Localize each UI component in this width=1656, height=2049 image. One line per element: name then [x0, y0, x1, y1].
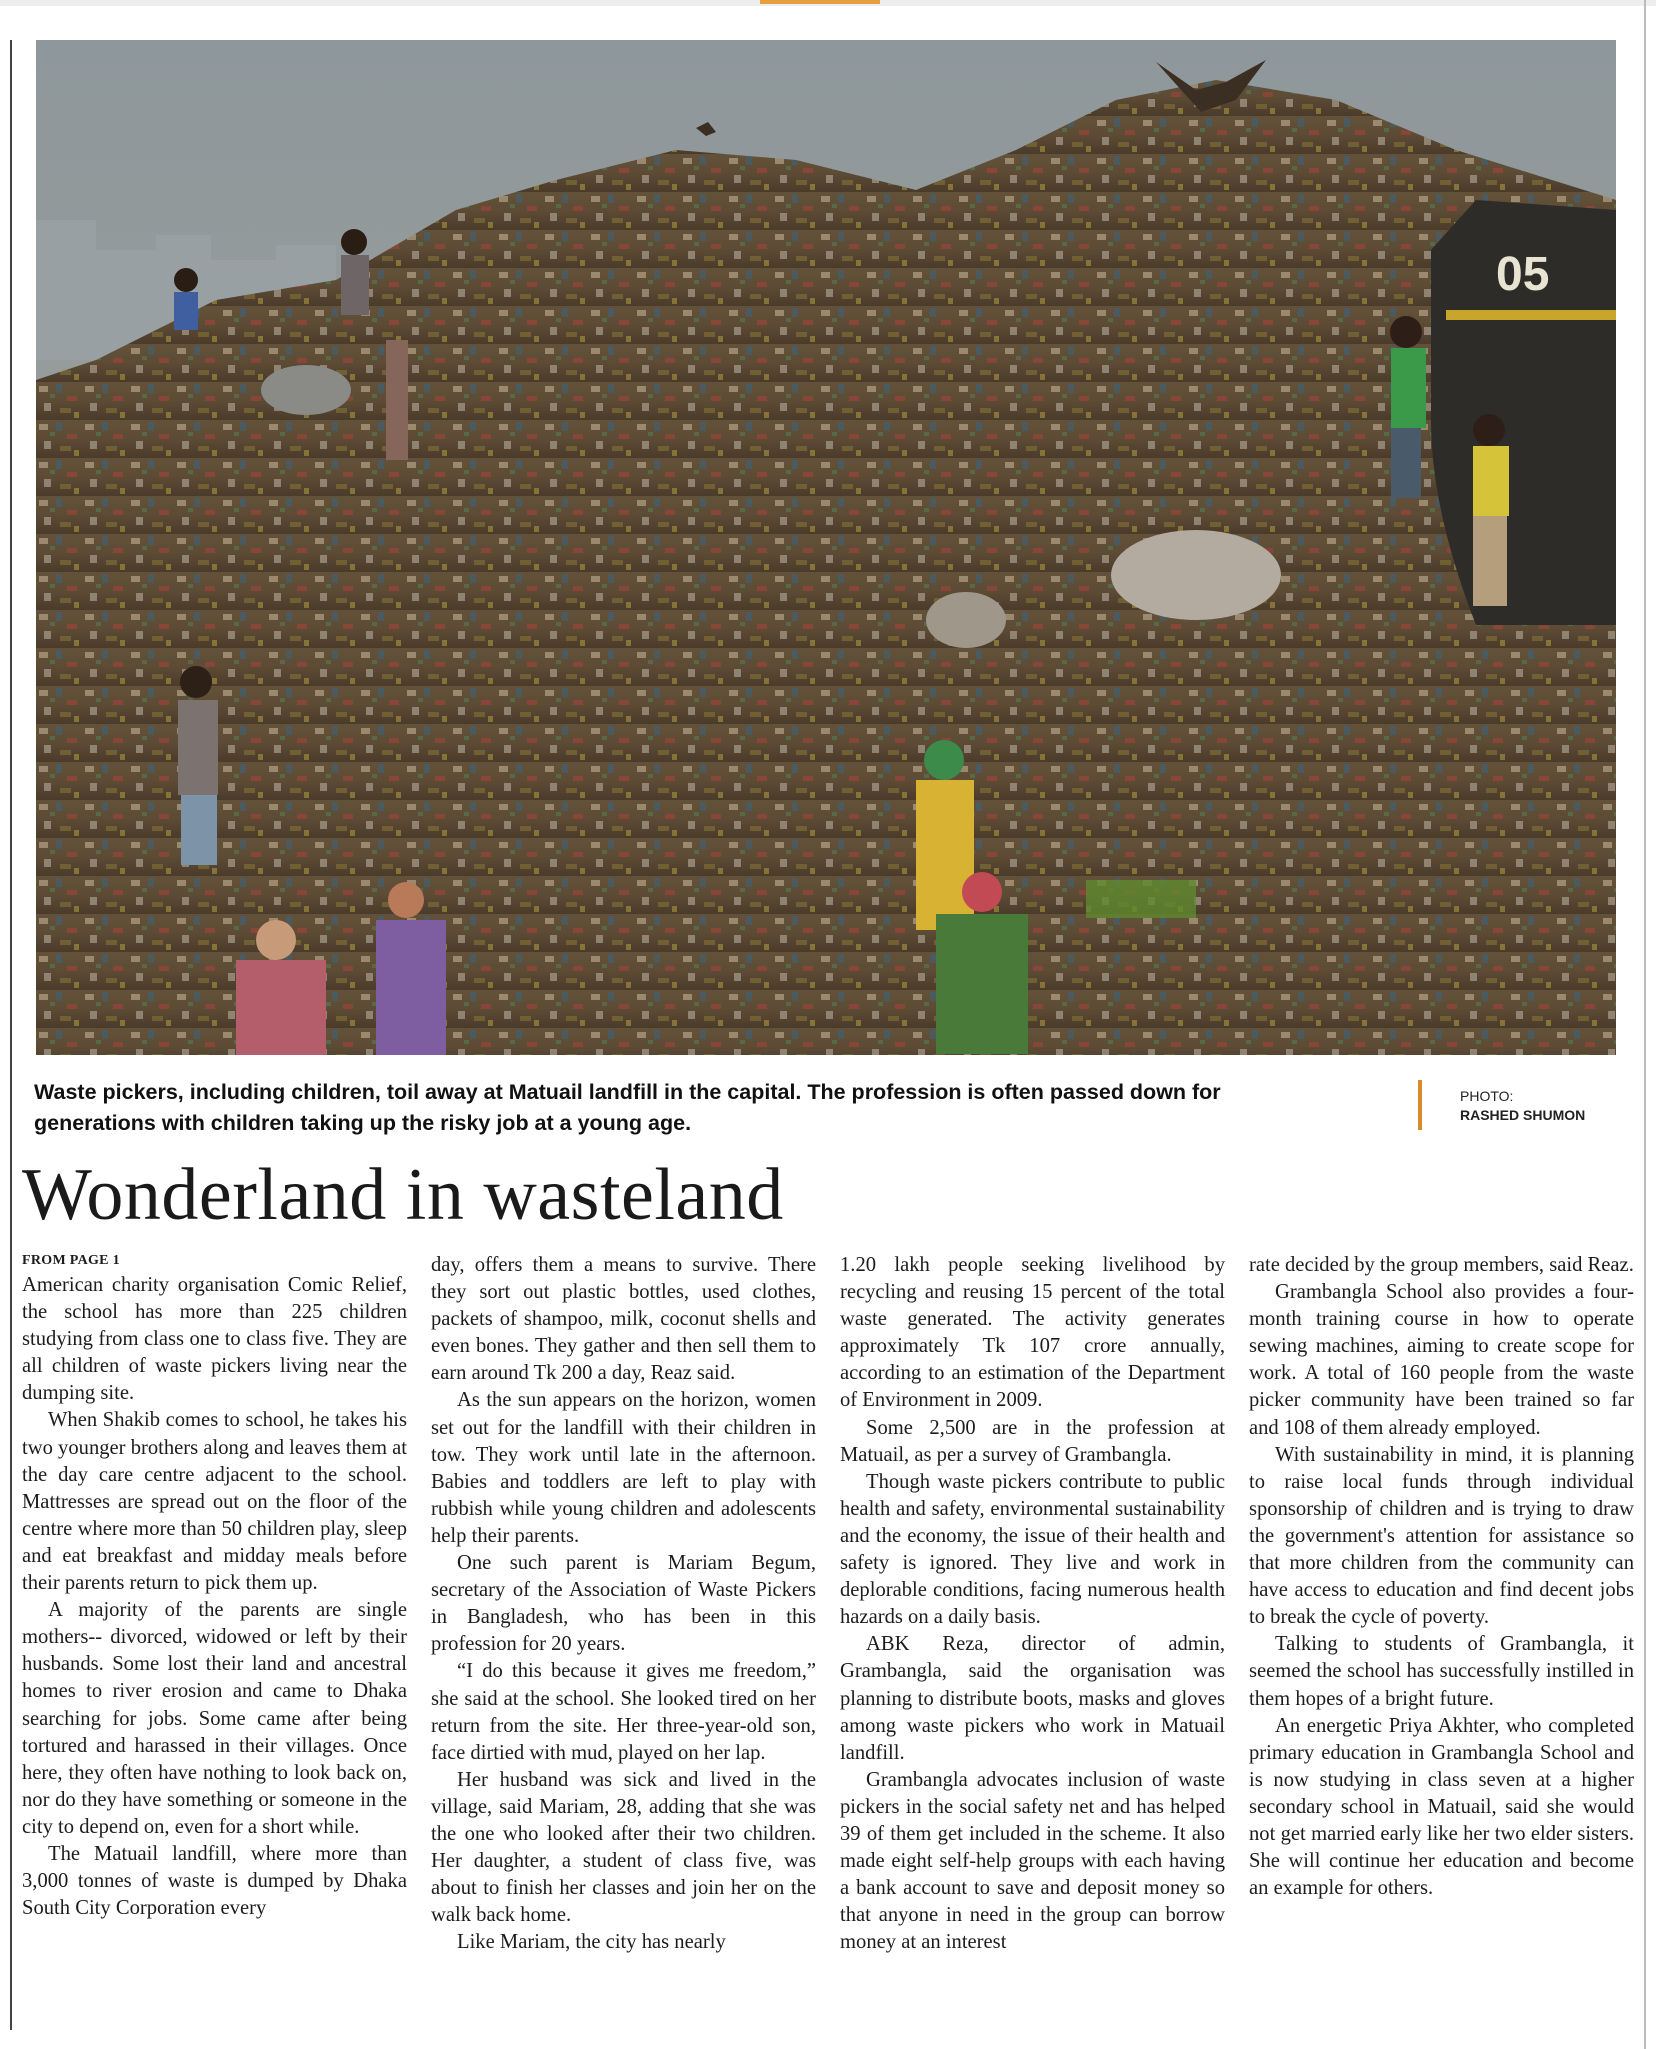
paragraph: As the sun appears on the horizon, women set out for the landfill with their children in tow. They work until late in the afternoon. Babies and toddlers are left to play with rubbish while young children and adolescents help their parents. — [431, 1389, 816, 1547]
paragraph: Like Mariam, the city has nearly — [457, 1931, 726, 1954]
paragraph: 1.20 lakh people seeking livelihood by recycling and reusing 15 percent of the total waste generated. The activity generates approximately Tk 107 crore annually, according to an estimation of the Department of Environment in 2009. — [840, 1254, 1225, 1412]
paragraph: Some 2,500 are in the profession at Matuail, as per a survey of Grambangla. — [840, 1416, 1225, 1466]
section-marker — [760, 0, 880, 4]
paragraph: ABK Reza, director of admin, Grambangla, said the organisation was planning to distribute boots, masks and gloves among waste pickers who work in Matuail landfill. — [840, 1633, 1225, 1764]
truck — [1431, 200, 1616, 625]
paragraph: One such parent is Mariam Begum, secretary of the Association of Waste Pickers in Bangladesh, who has been in this profession for 20 years. — [431, 1552, 816, 1656]
article-column-2 — [431, 1252, 816, 2037]
paragraph: With sustainability in mind, it is planning to raise local funds through individual sponsorship of children and is trying to draw the government's attention for assistance so that more children from the community can have access to education and find decent jobs to break the cycle of poverty. — [1249, 1443, 1634, 1629]
photo-caption: Waste pickers, including children, toil away at Matuail landfill in the capital. The profession is often passed down for generations with children taking up the risky job at a young age. — [34, 1080, 1221, 1135]
paragraph: day, offers them a means to survive. There they sort out plastic bottles, used clothes, packets of shampoo, milk, coconut shells and even bones. They gather and then sell them to earn around Tk 200 a day, Reaz said. — [431, 1254, 816, 1385]
credit-divider — [1418, 1080, 1422, 1130]
paragraph: Talking to students of Grambangla, it seemed the school has successfully instilled in them hopes of a bright future. — [1249, 1633, 1634, 1710]
landfill-photo — [36, 40, 1616, 1055]
paragraph: rate decided by the group members, said Reaz. — [1249, 1254, 1634, 1276]
photo-credit-label: PHOTO: — [1460, 1088, 1514, 1104]
left-column-rule — [10, 40, 12, 2030]
right-page-edge — [1644, 0, 1646, 2049]
paragraph: “I do this because it gives me freedom,” she said at the school. She looked tired on her return from the site. Her three-year-old son, face dirtied with mud, played on her lap. — [431, 1660, 816, 1764]
paragraph: A majority of the parents are single mothers-- divorced, widowed or left by their husbands. Some lost their land and ancestral homes to river erosion and came to Dhaka searching for jobs. Some came after being tortured and harassed in their villages. Once here, they often have nothing to look back on, nor do they have something or someone in the city to depend on, even for a short while. — [22, 1599, 407, 1838]
paragraph: Grambangla School also provides a four-month training course in how to operate sewing machines, aiming to create scope for work. A total of 160 people from the waste picker community have been trained so far and 108 of them already employed. — [1249, 1281, 1634, 1439]
from-page-label: FROM PAGE 1 — [22, 1253, 120, 1268]
photo-credit — [1460, 1087, 1585, 1125]
paragraph: Her husband was sick and lived in the village, said Mariam, 28, adding that she was the one who looked after their two children. Her daughter, a student of class five, was about to finish her classes and join her on the walk back home. — [431, 1768, 816, 1927]
paragraph: When Shakib comes to school, he takes his two younger brothers along and leaves them at the day care centre adjacent to the school. Mattresses are spread out on the floor of the centre where more than 50 children play, sleep and eat breakfast and midday meals before their parents return to pick them up. — [22, 1409, 407, 1595]
landfill-photo-illustration — [36, 40, 1616, 1055]
paragraph: The Matuail landfill, where more than 3,000 tonnes of waste is dumped by Dhaka South City Corporation every — [22, 1842, 407, 1920]
paragraph: An energetic Priya Akhter, who completed primary education in Grambangla School and is now studying in class seven at a higher secondary school in Matuail, said she would not get married early like her two elder sisters. She will continue her education and become an example for others. — [1249, 1714, 1634, 1900]
article-column-4 — [1249, 1252, 1634, 2037]
paragraph: Though waste pickers contribute to public health and safety, environmental sustainability and the economy, the issue of their health and safety is ignored. They live and work in deplorable conditions, facing numerous health hazards on a daily basis. — [840, 1470, 1225, 1629]
article-column-1 — [22, 1252, 407, 2037]
photo-credit-name: RASHED SHUMON — [1460, 1107, 1586, 1123]
paragraph: American charity organisation Comic Relief, the school has more than 225 children studying from class one to class five. They are all children of waste pickers living near the dumping site. — [22, 1274, 407, 1405]
article-column-3 — [840, 1252, 1225, 2037]
truck-text: 05 — [1496, 248, 1550, 301]
paragraph: Grambangla advocates inclusion of waste pickers in the social safety net and has helped 39 of them get included in the scheme. It also made eight self-help groups with each having a bank account to save and deposit money so that anyone in need in the group can borrow money at an interest — [840, 1768, 1225, 1954]
article-headline: Wonderland in wasteland — [22, 1154, 784, 1236]
